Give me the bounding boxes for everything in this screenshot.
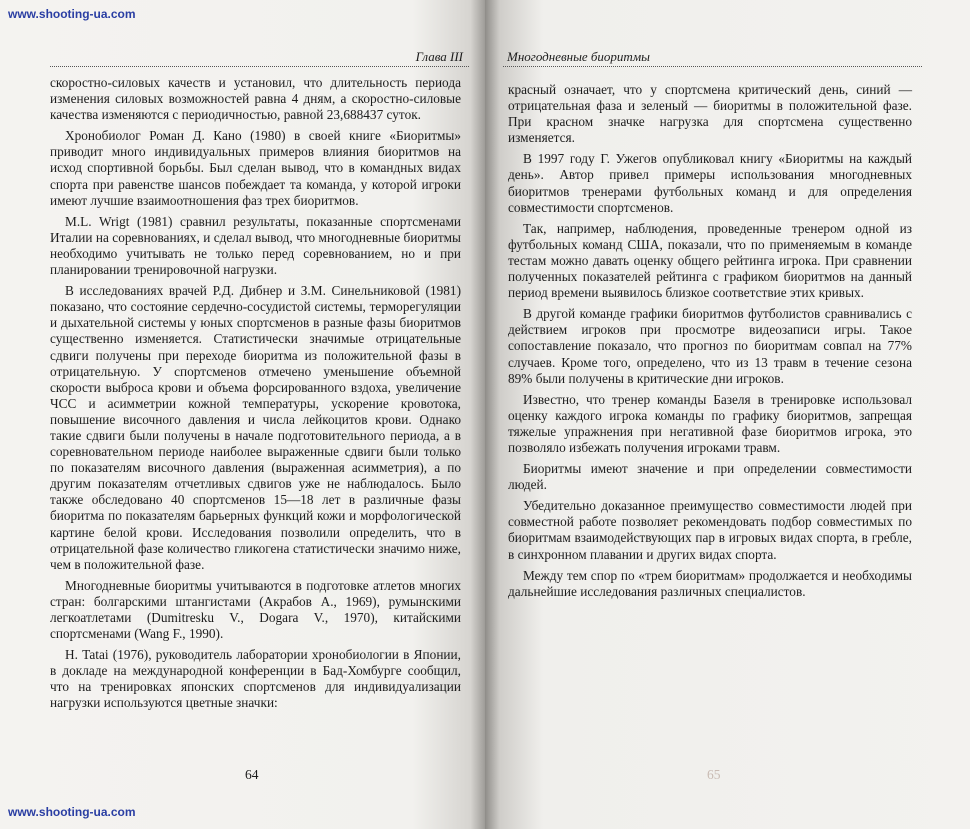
paragraph: красный означает, что у спортсмена критический день, синий — отрицательная фаза и зеленый — биоритмы в положительной фазе. При красном значке нагрузка для спортсмена существенно изменяется. bbox=[508, 82, 912, 146]
paragraph: скоростно-силовых качеств и установил, что длительность периода изменения силовых возможностей равна 4 дням, а скоростно-силовые качества изменяются с периодичностью, равной 23,688437 суток. bbox=[50, 75, 461, 123]
paragraph: В 1997 году Г. Ужегов опубликовал книгу «Биоритмы на каждый день». Автор привел примеры использования многодневных биоритмов тренерами футбольных команд и для определения совместимости спортсменов. bbox=[508, 151, 912, 215]
paragraph: Н. Tatai (1976), руководитель лаборатории хронобиологии в Японии, в докладе на международной конференции в Бад-Хомбурге сообщил, что на тренировках японских спортсменов для индивидуализации нагрузки используются цветные значки: bbox=[50, 647, 461, 711]
running-head: Глава III bbox=[415, 49, 463, 64]
paragraph: Так, например, наблюдения, проведенные тренером одной из футбольных команд США, показали, что по применяемым в команде тестам можно давать оценку общего рейтинга игрока. При сравнении полученных показателей рейтинга с графиком биоритмов на данный период времени выявилось близкое соответствие этих кривых. bbox=[508, 220, 912, 301]
watermark-bottom[interactable]: www.shooting-ua.com bbox=[8, 805, 136, 819]
running-head: Многодневные биоритмы bbox=[507, 49, 650, 64]
body-text bbox=[50, 75, 461, 717]
header-rule bbox=[50, 66, 469, 67]
page-number: 65 bbox=[707, 767, 721, 782]
paragraph: Хронобиолог Роман Д. Кано (1980) в своей книге «Биоритмы» приводит много индивидуальных примеров влияния биоритмов на исход спортивной борьбы. Был сделан вывод, что в командных видах спорта при равенстве шансов побеждает та команда, у которой игроки имеют лучшие взаимоотношения фаз трех биоритмов. bbox=[50, 128, 461, 208]
paragraph: В другой команде графики биоритмов футболистов сравнивались с действием игроков при просмотре видеозаписи игры. Такое сопоставление показало, что прогноз по биоритмам совпал на 77% случаев. Кроме того, определено, что из 13 травм в течение сезона 89% были получены в критические дни игроков. bbox=[508, 306, 912, 386]
paragraph: Между тем спор по «трем биоритмам» продолжается и необходимы дальнейшие исследования различных специалистов. bbox=[508, 567, 912, 599]
paragraph: Известно, что тренер команды Базеля в тренировке использовал оценку каждого игрока команды по графику биоритмов, запрещая тяжелые упражнения при негативной фазе биоритмов игрока, это позволяло избежать получения игроками травм. bbox=[508, 391, 912, 455]
right-page bbox=[485, 0, 970, 829]
page-number: 64 bbox=[245, 767, 259, 782]
body-text bbox=[508, 82, 912, 605]
paragraph: Биоритмы имеют значение и при определении совместимости людей. bbox=[508, 461, 912, 493]
watermark[interactable]: www.shooting-ua.com bbox=[8, 7, 136, 21]
paragraph: Убедительно доказанное преимущество совместимости людей при совместной работе позволяет рекомендовать подбор совместимых по биоритмам взаимодействующих пар в игровых видах спорта, в гребле, в синхронном плавании и других видах спорта. bbox=[508, 498, 912, 562]
paragraph: M.L. Wrigt (1981) сравнил результаты, показанные спортсменами Италии на соревнованиях, и сделал вывод, что многодневные биоритмы необходимо учитывать не только перед соревнованием, но и при планировании тренировочной нагрузки. bbox=[50, 213, 461, 278]
paragraph: В исследованиях врачей Р.Д. Дибнер и З.М. Синельниковой (1981) показано, что состояние сердечно-сосудистой системы, терморегуляции и дыхательной системы у юных спортсменов в разные фазы биоритмов существенно изменяется. Статистически значимые отрицательные сдвиги получены при переходе биоритма из положительной фазы в отрицательную. У спортсменов отмечено уменьшение объемной скорости выброса крови и объема форсированного вздоха, увеличение ЧСС и асимметрии кожной температуры, ускорение кровотока, повышение височного давления и числа лейкоцитов крови. Однако такие сдвиги были получены в начале подготовительного периода, а в соревновательном периоде наиболее выраженные сдвиги были только по показателям височного давления (выраженная асимметрия), а по другим показателям отчетливых сдвигов уже не наблюдалось. Было также обследовано 40 спортсменов 15—18 лет в различные фазы биоритма по показателям барьерных функций кожи и морфологической картине белой крови. Исследования позволили определить, что в отрицательной фазе количество гликогена статистически значимо ниже, чем в положительной фазе. bbox=[50, 283, 461, 572]
header-rule bbox=[503, 66, 922, 67]
paragraph: Многодневные биоритмы учитываются в подготовке атлетов многих стран: болгарскими штангистами (Акрабов А., 1969), румынскими легкоатлетами (Dumitresku V., Dogara V., 1970), китайскими спортсменами (Wang F., 1990). bbox=[50, 577, 461, 642]
